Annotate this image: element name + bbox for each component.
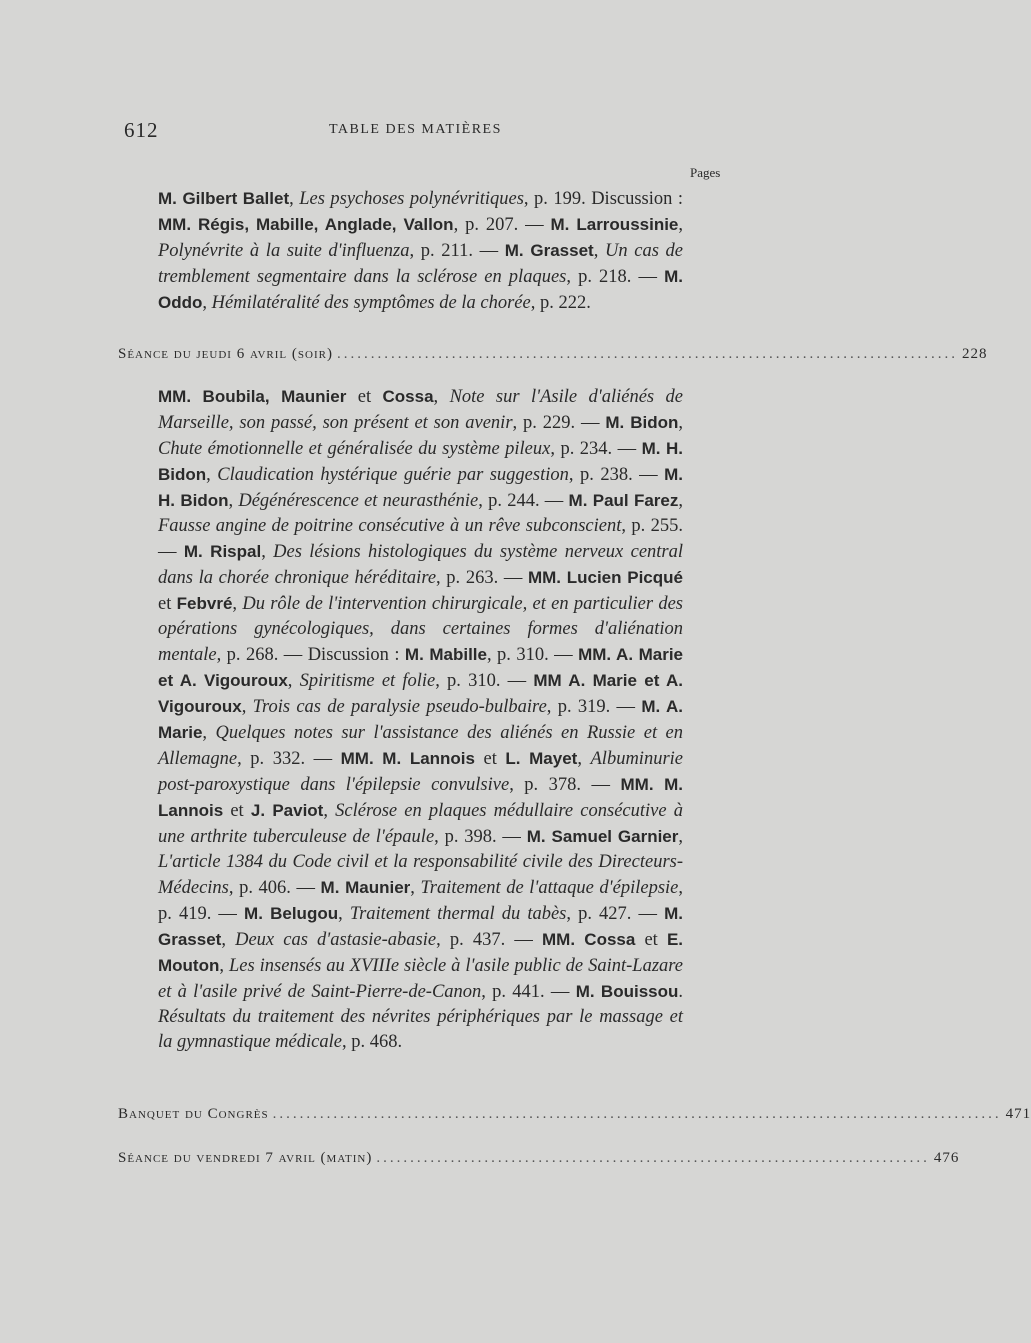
entry-text: , bbox=[433, 387, 450, 407]
article-title: Dégénérescence et neurasthénie bbox=[238, 491, 479, 511]
author-name: J. Paviot bbox=[250, 801, 324, 820]
article-title: Quelques notes sur l'assistance des aliénés en Russie et en Allemagne bbox=[158, 723, 684, 769]
entry-text: , p. 378. — bbox=[509, 775, 621, 795]
entry-text: , bbox=[289, 189, 300, 209]
entry-text: et bbox=[346, 387, 383, 407]
entry-text: et bbox=[635, 930, 667, 950]
session-title: Séance du vendredi 7 avril (matin) bbox=[118, 1150, 373, 1166]
entry-text: , p. 310. — bbox=[435, 671, 534, 691]
article-title: Fausse angine de poitrine consécutive à un rêve subconscient bbox=[158, 516, 622, 536]
entry-text: , bbox=[410, 878, 421, 898]
entry-text: , p. 234. — bbox=[550, 439, 642, 459]
article-title: Albuminurie post-paroxystique dans l'épilepsie convulsive bbox=[158, 749, 683, 795]
entry-text: , bbox=[577, 749, 591, 769]
article-title: Les insensés au XVIIIe siècle à l'asile public de Saint-Lazare et à l'asile privé de Saint-Pierre-de-Canon bbox=[158, 956, 683, 1002]
article-title: Résultats du traitement des névrites périphériques par le massage et la gymnastique médicale bbox=[158, 1007, 683, 1052]
entry-text: , bbox=[338, 904, 350, 924]
article-title: Polynévrite à la suite d'influenza bbox=[158, 241, 410, 261]
entry-text: , p. 211. — bbox=[409, 241, 505, 261]
article-title: Note sur l'Asile d'aliénés de Marseille, son passé, son présent et son avenir bbox=[158, 387, 683, 433]
entry-text: et bbox=[158, 568, 688, 614]
session-page-number: 476 bbox=[933, 1150, 960, 1166]
article-title: Trois cas de paralysie pseudo-bulbaire bbox=[252, 697, 547, 717]
entry-text: , bbox=[202, 723, 216, 743]
article-title: Les psychoses polynévritiques bbox=[299, 189, 524, 209]
author-name: MM. M. Lannois bbox=[158, 775, 684, 820]
toc-entry-block-2 bbox=[158, 384, 688, 1055]
entry-text: et bbox=[223, 801, 251, 821]
article-title: Des lésions histologiques du système nerveux central dans la chorée chronique héréditaire bbox=[158, 542, 684, 588]
entry-text: , p. 427. — bbox=[566, 904, 665, 924]
article-title: Hémilatéralité des symptômes de la chorée bbox=[211, 293, 531, 313]
running-title: TABLE DES MATIÈRES bbox=[329, 122, 502, 137]
entry-text: , p. 255. — bbox=[158, 516, 688, 562]
entry-text: , p. 244. — bbox=[478, 491, 569, 511]
entry-text: , p. 398. — bbox=[434, 827, 527, 847]
author-name: M. H. Bidon bbox=[158, 465, 684, 510]
author-name: M. Maunier bbox=[320, 878, 411, 897]
entry-text: , p. 419. — bbox=[158, 878, 688, 924]
author-name: MM. M. Lannois bbox=[340, 749, 475, 768]
author-name: L. Mayet bbox=[505, 749, 578, 768]
article-title: Un cas de tremblement segmentaire dans la sclérose en plaques bbox=[158, 241, 684, 287]
author-name: MM. A. Marie et A. Vigouroux bbox=[158, 645, 684, 690]
entry-text: , p. 406. — bbox=[228, 878, 321, 898]
author-name: M. A. Marie bbox=[158, 697, 683, 742]
author-name: M. Mabille bbox=[404, 645, 487, 664]
entry-text: , p. 207. — bbox=[453, 215, 551, 235]
session-title: Séance du jeudi 6 avril (soir) bbox=[118, 346, 333, 362]
article-title: Chute émotionnelle et généralisée du système pileux bbox=[158, 439, 551, 459]
entry-text: , bbox=[323, 801, 336, 821]
session-page-number: 228 bbox=[961, 346, 988, 362]
entry-text: , p. 268. — Discussion : bbox=[216, 645, 405, 665]
article-title: Deux cas d'astasie-abasie bbox=[235, 930, 437, 950]
entry-text: , bbox=[261, 542, 274, 562]
author-name: M. Gilbert Ballet bbox=[158, 189, 290, 208]
entry-text: , p. 332. — bbox=[237, 749, 341, 769]
entry-text: , p. 218. — bbox=[566, 267, 665, 287]
entry-text: , p. 199. Discussion : bbox=[523, 189, 688, 209]
author-name: M. Paul Farez bbox=[568, 491, 679, 510]
page-header bbox=[124, 118, 564, 148]
entry-text: , p. 222. bbox=[530, 293, 591, 313]
author-name: MM A. Marie et A. Vigouroux bbox=[158, 671, 684, 716]
author-name: MM. Boubila, Maunier bbox=[158, 387, 347, 406]
toc-session-row-2 bbox=[118, 1106, 1031, 1130]
author-name: M. Grasset bbox=[504, 241, 594, 260]
entry-text: , p. 310. — bbox=[486, 645, 579, 665]
entry-text: , p. 238. — bbox=[568, 465, 665, 485]
author-name: M. Grasset bbox=[158, 904, 684, 949]
article-title: Traitement thermal du tabès bbox=[349, 904, 567, 924]
entry-text: , p. 468. bbox=[341, 1032, 403, 1052]
session-page-number: 471 bbox=[1005, 1106, 1031, 1122]
entry-text: , bbox=[219, 956, 229, 976]
author-name: M. Bidon bbox=[605, 413, 679, 432]
entry-text: et bbox=[474, 749, 506, 769]
author-name: M. Bouissou bbox=[575, 982, 679, 1001]
entry-text: , bbox=[206, 465, 218, 485]
page-number: 612 bbox=[124, 118, 159, 142]
entry-text: , bbox=[221, 930, 236, 950]
article-title: Du rôle de l'intervention chirurgicale, et en particulier des opérations gynécologiques, dans certaines formes d'aliénation mentale bbox=[158, 594, 684, 665]
entry-text: , bbox=[678, 827, 688, 847]
entry-text: , p. 319. — bbox=[546, 697, 642, 717]
author-name: MM. Lucien Picqué bbox=[527, 568, 683, 587]
entry-text: , bbox=[232, 594, 243, 614]
toc-session-row-3 bbox=[118, 1150, 960, 1174]
author-name: Febvré bbox=[176, 594, 233, 613]
entry-text: , bbox=[678, 215, 688, 235]
entry-text: , bbox=[287, 671, 300, 691]
author-name: M. Belugou bbox=[244, 904, 339, 923]
author-name: E. Mouton bbox=[158, 930, 684, 975]
session-title: Banquet du Congrès bbox=[118, 1106, 269, 1122]
entry-text: , bbox=[228, 491, 239, 511]
entry-text: , bbox=[593, 241, 605, 261]
article-title: Sclérose en plaques médullaire consécutive à une arthrite tuberculeuse de l'épaule bbox=[158, 801, 683, 847]
toc-entry-block-1 bbox=[158, 186, 688, 316]
author-name: M. Larroussinie bbox=[550, 215, 679, 234]
entry-text: , p. 229. — bbox=[512, 413, 606, 433]
author-name: M. Oddo bbox=[158, 267, 684, 312]
author-name: MM. Cossa bbox=[542, 930, 636, 949]
dot-leader: .................................................................................. bbox=[376, 1150, 930, 1166]
article-title: Spiritisme et folie bbox=[299, 671, 436, 691]
entry-text: , bbox=[678, 413, 688, 433]
toc-session-row-1 bbox=[118, 346, 988, 370]
article-title: Traitement de l'attaque d'épilepsie bbox=[420, 878, 679, 898]
author-name: Cossa bbox=[382, 387, 434, 406]
author-name: M. Rispal bbox=[183, 542, 262, 561]
pages-column-label: Pages bbox=[690, 165, 721, 180]
entry-text: , bbox=[241, 697, 253, 717]
entry-text: , p. 441. — bbox=[481, 982, 576, 1002]
author-name: MM. Régis, Mabille, Anglade, Vallon bbox=[158, 215, 454, 234]
article-title: L'article 1384 du Code civil et la responsabilité civile des Directeurs-Médecins bbox=[158, 852, 683, 898]
entry-text: , bbox=[202, 293, 212, 313]
entry-text: . bbox=[678, 982, 688, 1002]
author-name: M. Samuel Garnier bbox=[526, 827, 679, 846]
author-name: M. H. Bidon bbox=[158, 439, 684, 484]
article-title: Claudication hystérique guérie par suggestion bbox=[217, 465, 569, 485]
entry-text: , p. 263. — bbox=[436, 568, 528, 588]
entry-text: , bbox=[678, 491, 688, 511]
entry-text: , p. 437. — bbox=[436, 930, 543, 950]
dot-leader: ............................................................................................ bbox=[336, 346, 958, 362]
dot-leader: ............................................................................................................ bbox=[272, 1106, 1002, 1122]
